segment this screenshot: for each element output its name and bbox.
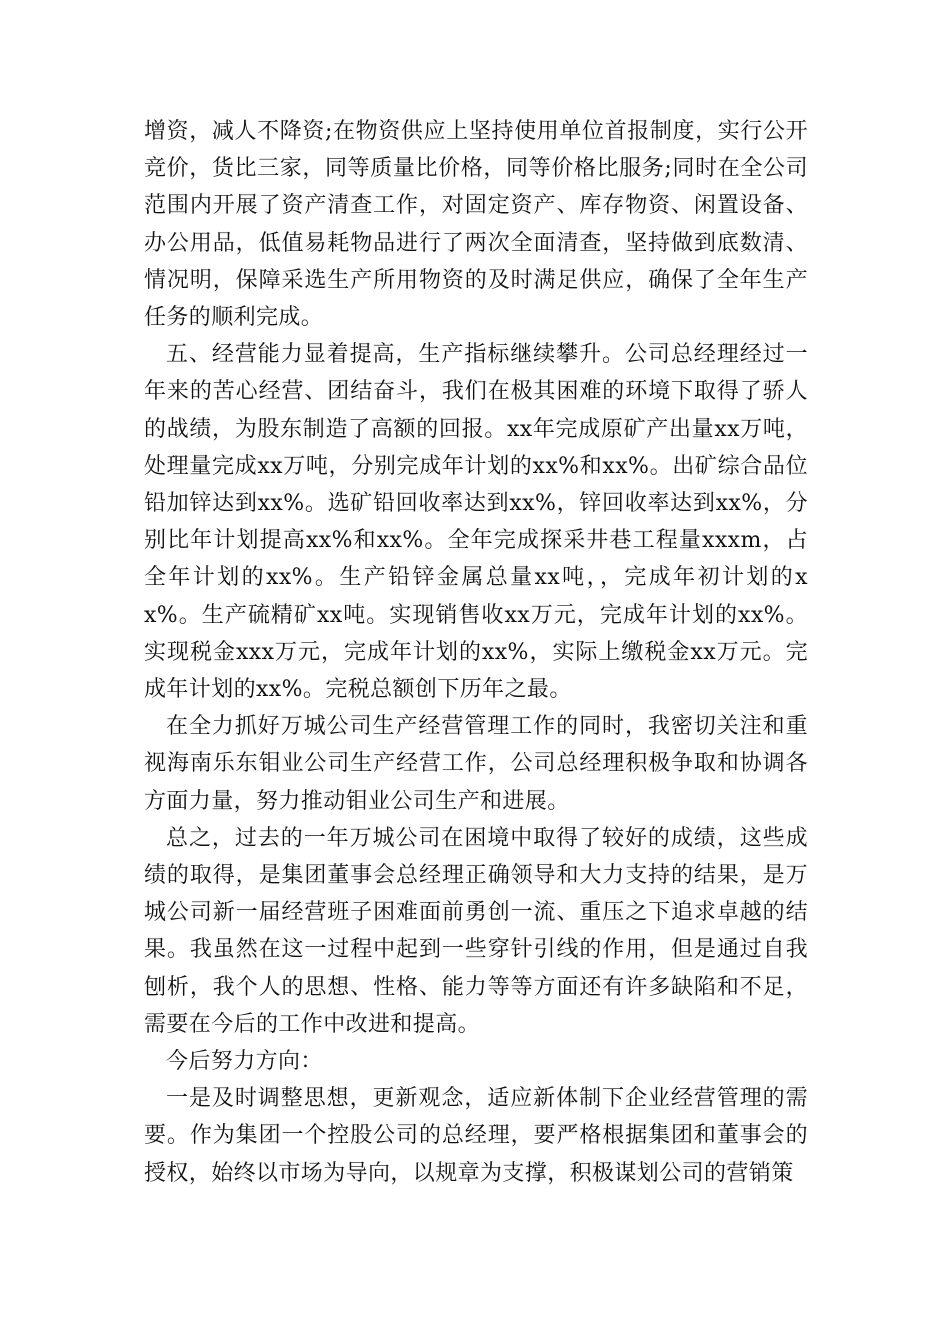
paragraph-continuation: 增资，减人不降资;在物资供应上坚持使用单位首报制度，实行公开竞价，货比三家，同等质量比价格，同等价格比服务;同时在全公司范围内开展了资产清查工作，对固定资产、库存物资、闲置设备、办公用品，低值易耗物品进行了两次全面清查，坚持做到底数清、情况明，保障采选生产所用物资的及时满足供应，确保了全年生产任务的顺利完成。 <box>144 119 808 331</box>
paragraph-future-direction-heading: 今后努力方向： <box>166 1049 323 1075</box>
paragraph-direction-one: 一是及时调整思想，更新观念，适应新体制下企业经营管理的需要。作为集团一个控股公司的总经理，要严格根据集团和董事会的授权，始终以市场为导向，以规章为支撑，积极谋划公司的营销策 <box>144 1086 808 1186</box>
document-body <box>144 113 808 1192</box>
paragraph-summary: 总之，过去的一年万城公司在困境中取得了较好的成绩，这些成绩的取得，是集团董事会总经理正确领导和大力支持的结果，是万城公司新一届经营班子困难面前勇创一流、重压之下追求卓越的结果。我虽然在这一过程中起到一些穿针引线的作用，但是通过自我刨析，我个人的思想、性格、能力等等方面还有许多缺陷和不足，需要在今后的工作中改进和提高。 <box>144 825 808 1037</box>
paragraph-molybdenum-company: 在全力抓好万城公司生产经营管理工作的同时，我密切关注和重视海南乐东钼业公司生产经营工作，公司总经理积极争取和协调各方面力量，努力推动钼业公司生产和进展。 <box>144 714 808 814</box>
paragraph-business-ability: 五、经营能力显着提高，生产指标继续攀升。公司总经理经过一年来的苦心经营、团结奋斗，我们在极其困难的环境下取得了骄人的战绩，为股东制造了高额的回报。xx年完成原矿产出量xx万吨，处理量完成xx万吨，分别完成年计划的xx%和xx%。出矿综合品位铅加锌达到xx%。选矿铅回收率达到xx%，锌回收率达到xx%，分别比年计划提高xx%和xx%。全年完成探采井巷工程量xxxm，占全年计划的xx%。生产铅锌金属总量xx吨，，完成年初计划的xx%。生产硫精矿xx吨。实现销售收xx万元，完成年计划的xx%。实现税金xxx万元，完成年计划的xx%，实际上缴税金xx万元。完成年计划的xx%。完税总额创下历年之最。 <box>144 342 808 703</box>
